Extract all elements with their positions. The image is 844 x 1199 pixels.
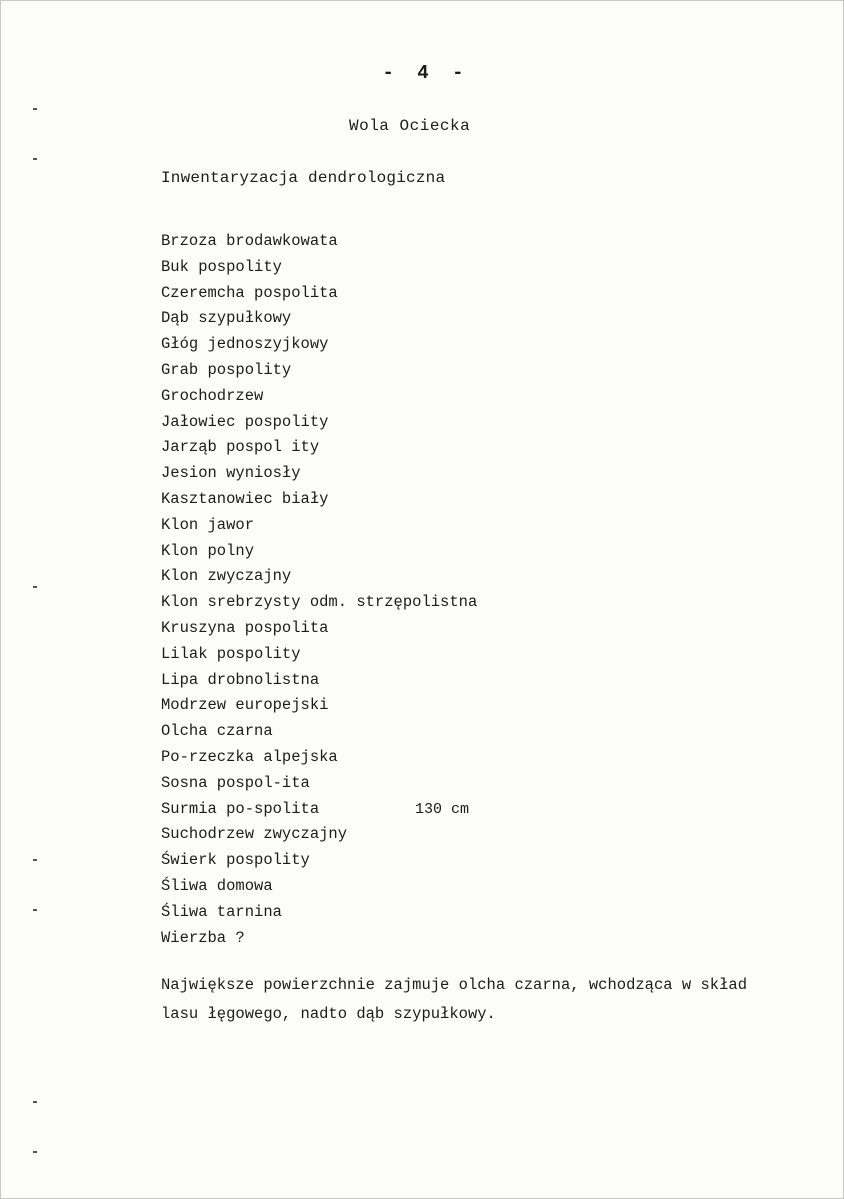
species-name: Śliwa tarnina	[161, 902, 282, 921]
list-item	[161, 642, 561, 668]
list-item	[161, 926, 561, 952]
list-item	[161, 306, 561, 332]
species-name: Klon jawor	[161, 515, 255, 534]
species-name: Jesion wyniosły	[161, 464, 301, 483]
margin-dot	[33, 859, 37, 861]
list-item	[161, 590, 561, 616]
list-item	[161, 848, 561, 874]
species-name: Klon zwyczajny	[161, 567, 292, 586]
species-name: Brzoza brodawkowata	[161, 232, 338, 250]
list-item	[161, 384, 561, 410]
species-name: Świerk pospolity	[161, 851, 310, 870]
list-item	[161, 435, 561, 461]
species-name: Kruszyna pospolita	[161, 618, 329, 637]
species-name: Modrzew europejski	[161, 696, 329, 715]
species-note: 130 cm	[415, 800, 470, 818]
margin-dot	[33, 158, 37, 160]
list-item	[161, 693, 561, 719]
list-item	[161, 616, 561, 642]
list-item	[161, 745, 561, 771]
list-item	[161, 874, 561, 900]
species-name: Po-rzeczka alpejska	[161, 747, 338, 766]
list-item	[161, 797, 561, 823]
species-name: Grab pospolity	[161, 360, 292, 379]
list-item	[161, 719, 561, 745]
margin-dot	[33, 1101, 37, 1103]
species-name: Surmia po-spolita	[161, 799, 320, 818]
list-item	[161, 513, 561, 539]
species-name: Klon polny	[161, 541, 255, 560]
list-item	[161, 410, 561, 436]
list-item	[161, 668, 561, 694]
list-item	[161, 771, 561, 797]
species-name: Lipa drobnolistna	[161, 670, 320, 689]
species-name: Buk pospolity	[161, 257, 282, 276]
species-name: Jałowiec pospolity	[161, 412, 329, 431]
species-name: Sosna pospol-ita	[161, 773, 310, 792]
species-name: Klon srebrzysty odm. strzępolistna	[161, 593, 478, 612]
species-name: Grochodrzew	[161, 386, 264, 405]
list-item	[161, 900, 561, 926]
species-name: Dąb szypułkowy	[161, 309, 292, 328]
list-item	[161, 564, 561, 590]
margin-dot	[33, 1151, 37, 1153]
species-name: Głóg jednoszyjkowy	[161, 335, 329, 354]
margin-dot	[33, 108, 37, 110]
species-name: Czeremcha pospolita	[161, 283, 338, 302]
list-item	[161, 539, 561, 565]
species-name: Suchodrzew zwyczajny	[161, 825, 348, 844]
species-name: Kasztanowiec biały	[161, 489, 329, 508]
section-title: Inwentaryzacja dendrologiczna	[161, 169, 446, 187]
species-name: Jarząb pospol ity	[161, 438, 320, 457]
summary-line: lasu łęgowego, nadto dąb szypułkowy.	[161, 1005, 496, 1023]
species-list	[161, 229, 561, 951]
list-item	[161, 255, 561, 281]
species-name: Olcha czarna	[161, 722, 273, 741]
list-item	[161, 281, 561, 307]
margin-dot	[33, 909, 37, 911]
list-item	[161, 358, 561, 384]
list-item	[161, 332, 561, 358]
species-name: Wierzba ?	[161, 928, 245, 947]
list-item	[161, 461, 561, 487]
summary-paragraph	[161, 971, 811, 1029]
page-number: - 4 -	[382, 62, 470, 84]
species-name: Lilak pospolity	[161, 644, 301, 663]
list-item	[161, 487, 561, 513]
summary-line: Największe powierzchnie zajmuje olcha czarna, wchodząca w skład	[161, 976, 747, 994]
list-item	[161, 822, 561, 848]
list-item	[161, 229, 561, 255]
place-title: Wola Ociecka	[349, 117, 471, 135]
margin-dot	[33, 586, 37, 588]
species-name: Śliwa domowa	[161, 876, 273, 895]
